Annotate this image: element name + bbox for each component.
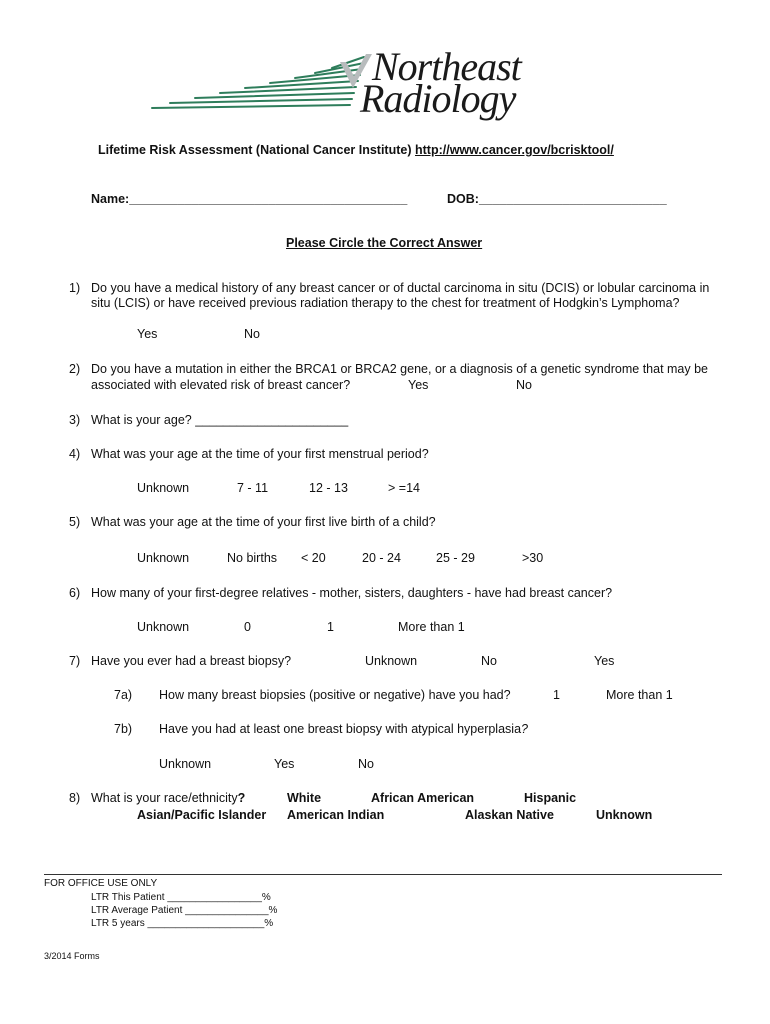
q8-option-white[interactable]: White: [287, 791, 322, 805]
q5-option-25-29[interactable]: 25 - 29: [436, 551, 475, 565]
q7a-text: How many breast biopsies (positive or negative) have you had?: [159, 688, 511, 702]
q6-option-0[interactable]: 0: [244, 620, 251, 634]
northeast-radiology-logo: [150, 44, 620, 121]
q5-option-20-24[interactable]: 20 - 24: [362, 551, 401, 565]
q4-text: What was your age at the time of your first menstrual period?: [91, 447, 429, 461]
q7a-option-more-than-1[interactable]: More than 1: [606, 688, 673, 702]
q4-number: 4): [69, 447, 81, 461]
instruction-heading: Please Circle the Correct Answer: [286, 236, 483, 250]
q2-option-no[interactable]: No: [516, 378, 532, 392]
q5-number: 5): [69, 515, 81, 529]
office-use-heading: FOR OFFICE USE ONLY: [44, 878, 158, 889]
q6-option-unknown[interactable]: Unknown: [137, 620, 190, 634]
q7a-number: 7a): [114, 688, 133, 702]
q1-number: 1): [69, 281, 81, 295]
logo-text-northeast: Northeast: [372, 44, 521, 89]
q7b-option-no[interactable]: No: [358, 757, 374, 771]
q4-option-7-11[interactable]: 7 - 11: [237, 481, 269, 495]
bcrisktool-link[interactable]: http://www.cancer.gov/bcrisktool/: [415, 143, 614, 157]
q7b-question: Have you had at least one breast biopsy with atypical hyperplasia: [159, 722, 522, 736]
q1-text-line2: situ (LCIS) or have received previous radiation therapy to the chest for treatment of Hodgkin’s Lymphoma?: [91, 296, 680, 310]
q8-option-unknown[interactable]: Unknown: [596, 808, 653, 822]
q5-option-under-20[interactable]: < 20: [301, 551, 326, 565]
q1-option-yes[interactable]: Yes: [137, 327, 158, 341]
q7-option-no[interactable]: No: [481, 654, 497, 668]
q7b-option-yes[interactable]: Yes: [274, 757, 295, 771]
q6-option-more-than-1[interactable]: More than 1: [398, 620, 465, 634]
q5-option-over-30[interactable]: >30: [522, 551, 544, 565]
q4-option-14-plus[interactable]: > =14: [388, 481, 420, 495]
q7a-option-1[interactable]: 1: [553, 688, 560, 702]
q4-option-12-13[interactable]: 12 - 13: [309, 481, 348, 495]
q8-option-american-indian[interactable]: American Indian: [287, 808, 385, 822]
q8-text: [91, 791, 245, 805]
q3-age-field[interactable]: What is your age? ______________________: [91, 413, 349, 427]
q2-text-line1: Do you have a mutation in either the BRCA1 or BRCA2 gene, or a diagnosis of a genetic syndrome that may be: [91, 362, 709, 376]
q8-option-african-american[interactable]: African American: [371, 791, 475, 805]
dob-field[interactable]: DOB:___________________________: [447, 192, 667, 206]
ltr-average-patient-field[interactable]: LTR Average Patient _______________%: [91, 905, 278, 916]
q2-number: 2): [69, 362, 81, 376]
title-text: Lifetime Risk Assessment (National Cancer Institute): [98, 143, 412, 157]
q7-text: Have you ever had a breast biopsy?: [91, 654, 292, 668]
q1-text-line1: Do you have a medical history of any breast cancer or of ductal carcinoma in situ (DCIS) or lobular carcinoma in: [91, 281, 710, 295]
q7b-option-unknown[interactable]: Unknown: [159, 757, 212, 771]
q6-option-1[interactable]: 1: [327, 620, 334, 634]
q1-option-no[interactable]: No: [244, 327, 260, 341]
form-footer: 3/2014 Forms: [44, 951, 100, 961]
q8-option-alaskan-native[interactable]: Alaskan Native: [465, 808, 554, 822]
q8-qmark: ?: [237, 791, 246, 805]
q7b-number: 7b): [114, 722, 133, 736]
q2-text-line2: associated with elevated risk of breast cancer?: [91, 378, 351, 392]
q6-text: How many of your first-degree relatives - mother, sisters, daughters - have had breast cancer?: [91, 586, 613, 600]
q7b-qmark: ?: [521, 722, 528, 736]
logo-text-radiology: Radiology: [360, 76, 516, 121]
q5-option-no-births[interactable]: No births: [227, 551, 278, 565]
q8-option-hispanic[interactable]: Hispanic: [524, 791, 577, 805]
q7b-text: [159, 722, 528, 736]
office-divider: [44, 874, 722, 875]
q7-option-yes[interactable]: Yes: [594, 654, 615, 668]
q7-number: 7): [69, 654, 81, 668]
q4-option-unknown[interactable]: Unknown: [137, 481, 190, 495]
q7-option-unknown[interactable]: Unknown: [365, 654, 418, 668]
q8-number: 8): [69, 791, 81, 805]
q8-option-asian-pacific-islander[interactable]: Asian/Pacific Islander: [137, 808, 267, 822]
name-field[interactable]: Name:________________________________________: [91, 192, 408, 206]
page-title: [98, 143, 614, 157]
q3-number: 3): [69, 413, 81, 427]
ltr-5-years-field[interactable]: LTR 5 years _____________________%: [91, 918, 274, 929]
q5-option-unknown[interactable]: Unknown: [137, 551, 190, 565]
q8-question: What is your race/ethnicity: [91, 791, 238, 805]
q6-number: 6): [69, 586, 81, 600]
q5-text: What was your age at the time of your first live birth of a child?: [91, 515, 436, 529]
ltr-this-patient-field[interactable]: LTR This Patient _________________%: [91, 892, 271, 903]
q2-option-yes[interactable]: Yes: [408, 378, 429, 392]
